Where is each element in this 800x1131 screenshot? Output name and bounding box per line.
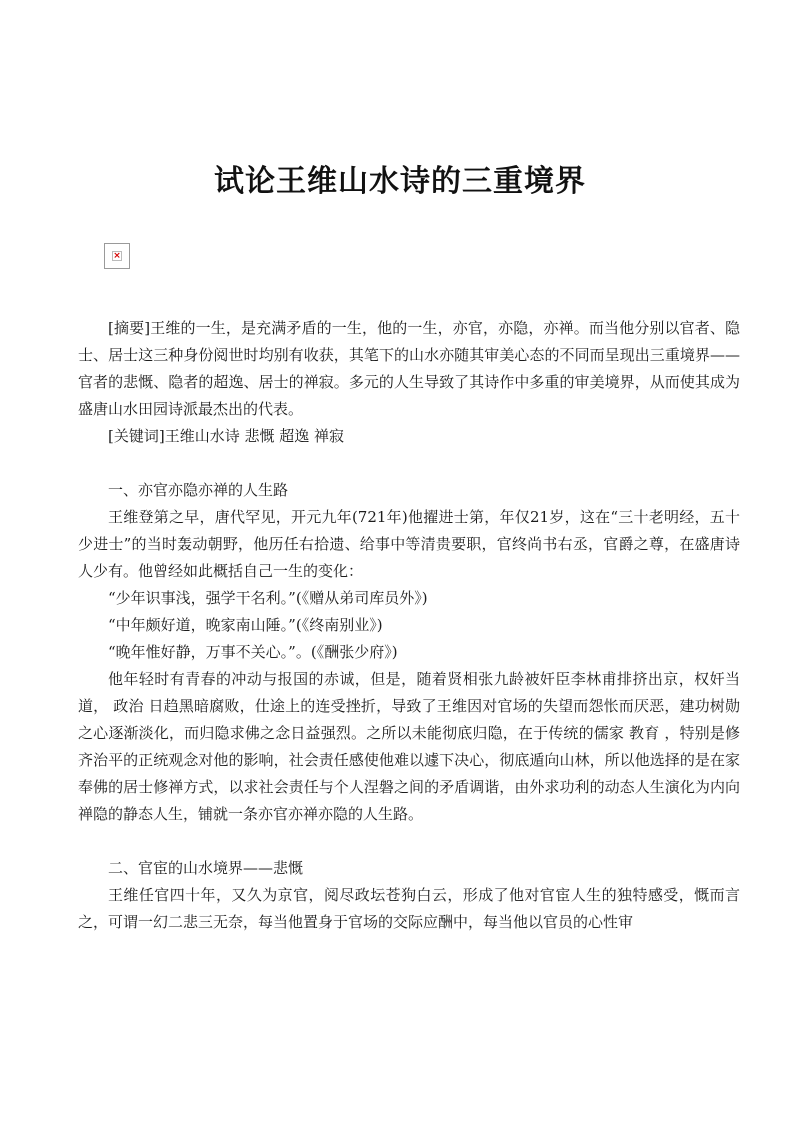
- quote-1: “少年识事浅，强学干名利。”(《赠从弟司库员外》): [108, 589, 428, 607]
- section-1-paragraph-1: 王维登第之早，唐代罕见，开元九年(721年)他擢进士第，年仅21岁，这在“三十老明经，五十少进士”的当时轰动朝野，他历任右拾遗、给事中等清贵要职，官终尚书右丞，官爵之尊，在盛唐诗人少有。他曾经如此概括自己一生的变化：: [78, 508, 740, 580]
- document-title: 试论王维山水诗的三重境界: [214, 164, 586, 199]
- abstract-block: [78, 315, 740, 936]
- section-1-paragraph-2: 他年轻时有青春的冲动与报国的赤诚，但是，随着贤相张九龄被奸臣李林甫排挤出京，权奸当道， 政治 日趋黑暗腐败，仕途上的连受挫折，导致了王维因对官场的失望而怨怅而厌恶，建功树勋之心逐渐淡化，而归隐求佛之念日益强烈。之所以未能彻底归隐，在于传统的儒家 教育 ，特别是修齐治平的正统观念对他的影响，社会责任感使他难以遽下决心，彻底遁向山林，所以他选择的是在家奉佛的居士修禅方式，以求社会责任与个人涅磐之间的矛盾调谐，由外求功利的动态人生演化为内向禅隐的静态人生，铺就一条亦官亦禅亦隐的人生路。: [78, 670, 740, 823]
- keywords-paragraph: [关键词]王维山水诗 悲慨 超逸 禅寂: [108, 427, 345, 445]
- quote-3: “晚年惟好静，万事不关心。”。(《酬张少府》): [108, 643, 398, 661]
- section-1-heading: 一、亦官亦隐亦禅的人生路: [108, 481, 289, 499]
- broken-image-glyph: ×: [113, 251, 121, 261]
- quote-2: “中年颇好道，晚家南山陲。”(《终南别业》): [108, 616, 383, 634]
- section-2-paragraph-1: 王维任官四十年，又久为京官，阅尽政坛苍狗白云，形成了他对官宦人生的独特感受，慨而言之，可谓一幻二悲三无奈，每当他置身于官场的交际应酬中，每当他以官员的心性审: [78, 886, 740, 931]
- section-2-heading: 二、官宦的山水境界——悲慨: [108, 859, 304, 877]
- abstract-paragraph: [摘要]王维的一生，是充满矛盾的一生，他的一生，亦官，亦隐，亦禅。而当他分别以官者、隐士、居士这三种身份阅世时均别有收获，其笔下的山水亦随其审美心态的不同而呈现出三重境界——官者的悲慨、隐者的超逸、居士的禅寂。多元的人生导致了其诗作中多重的审美境界，从而使其成为盛唐山水田园诗派最杰出的代表。: [78, 319, 740, 418]
- broken-image-icon: [104, 243, 130, 269]
